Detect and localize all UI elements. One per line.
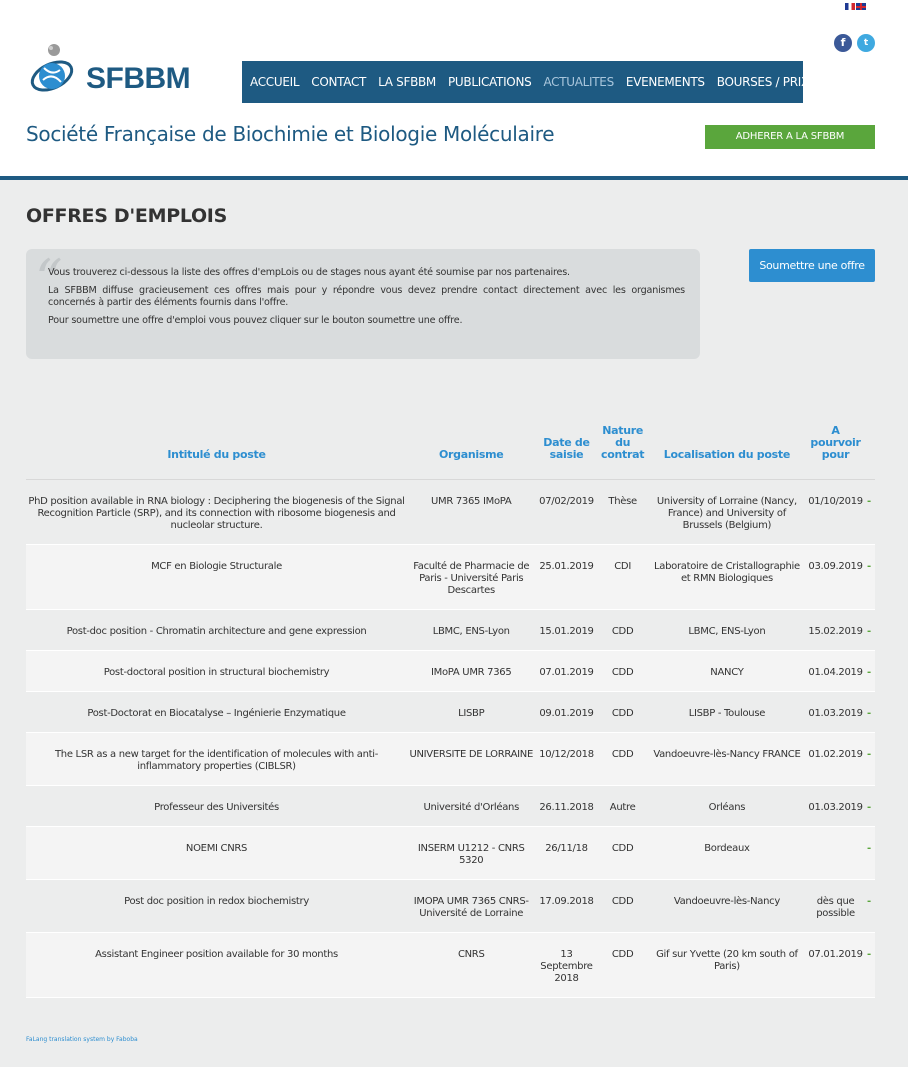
- job-organisme: CNRS: [407, 933, 535, 998]
- job-dash: -: [865, 692, 875, 733]
- job-dash: -: [865, 880, 875, 933]
- job-location: NANCY: [648, 651, 806, 692]
- job-date: 25.01.2019: [535, 545, 597, 610]
- nav-item-accueil[interactable]: ACCUEIL: [250, 75, 300, 89]
- job-contract: CDD: [598, 827, 648, 880]
- job-title[interactable]: NOEMI CNRS: [26, 827, 407, 880]
- job-date: 17.09.2018: [535, 880, 597, 933]
- job-title[interactable]: The LSR as a new target for the identification of molecules with anti-inflammatory properties (CIBLSR): [26, 733, 407, 786]
- column-header-date[interactable]: Date de saisie: [535, 421, 597, 480]
- english-flag-icon[interactable]: [856, 3, 866, 10]
- table-row[interactable]: [26, 692, 875, 733]
- nav-item-bourses-prix[interactable]: BOURSES / PRIX: [716, 75, 809, 89]
- job-organisme: IMoPA UMR 7365: [407, 651, 535, 692]
- job-offers-table: [26, 421, 875, 998]
- job-organisme: IMOPA UMR 7365 CNRS-Université de Lorraine: [407, 880, 535, 933]
- column-header-title[interactable]: Intitulé du poste: [26, 421, 407, 480]
- intro-paragraph: La SFBBM diffuse gracieusement ces offres mais pour y répondre vous devez prendre contact directement avec les organismes concernés à partir des éléments fournis dans l'offre.: [48, 285, 685, 308]
- job-contract: CDI: [598, 545, 648, 610]
- intro-paragraph: Pour soumettre une offre d'emploi vous pouvez cliquer sur le bouton soumettre une offre.: [48, 315, 463, 326]
- job-location: Vandoeuvre-lès-Nancy: [648, 880, 806, 933]
- job-start: 01/10/2019: [806, 480, 865, 545]
- job-start: [806, 827, 865, 880]
- job-location: University of Lorraine (Nancy, France) and University of Brussels (Belgium): [648, 480, 806, 545]
- job-title[interactable]: Professeur des Universités: [26, 786, 407, 827]
- twitter-icon[interactable]: t: [857, 34, 875, 52]
- job-date: 26.11.2018: [535, 786, 597, 827]
- french-flag-icon[interactable]: [845, 3, 855, 10]
- table-row[interactable]: [26, 733, 875, 786]
- nav-item-evenements[interactable]: EVENEMENTS: [625, 75, 705, 89]
- job-title[interactable]: Post-doctoral position in structural biochemistry: [26, 651, 407, 692]
- job-date: 15.01.2019: [535, 610, 597, 651]
- logo-text: SFBBM: [86, 62, 191, 95]
- job-start: dès que possible: [806, 880, 865, 933]
- sfbbm-logo[interactable]: [28, 40, 228, 104]
- job-location: LISBP - Toulouse: [648, 692, 806, 733]
- language-switcher: [845, 3, 866, 10]
- adhere-button[interactable]: ADHERER A LA SFBBM: [705, 125, 875, 149]
- job-start: 03.09.2019: [806, 545, 865, 610]
- column-header-contract[interactable]: Nature du contrat: [598, 421, 648, 480]
- job-start: 07.01.2019: [806, 933, 865, 998]
- intro-paragraph: Vous trouverez ci-dessous la liste des offres d'empLois ou de stages nous ayant été soumise par nos partenaires.: [48, 267, 570, 278]
- job-date: 26/11/18: [535, 827, 597, 880]
- page-title: OFFRES D'EMPLOIS: [26, 205, 227, 227]
- job-date: 13 Septembre 2018: [535, 933, 597, 998]
- job-date: 09.01.2019: [535, 692, 597, 733]
- job-title[interactable]: Post doc position in redox biochemistry: [26, 880, 407, 933]
- table-row[interactable]: [26, 786, 875, 827]
- job-title[interactable]: Post-doc position - Chromatin architecture and gene expression: [26, 610, 407, 651]
- job-dash: -: [865, 933, 875, 998]
- job-organisme: Université d'Orléans: [407, 786, 535, 827]
- table-row[interactable]: [26, 827, 875, 880]
- table-row[interactable]: [26, 545, 875, 610]
- job-start: 01.02.2019: [806, 733, 865, 786]
- facebook-icon[interactable]: f: [834, 34, 852, 52]
- job-start: 01.03.2019: [806, 692, 865, 733]
- job-title[interactable]: Assistant Engineer position available for 30 months: [26, 933, 407, 998]
- job-contract: CDD: [598, 880, 648, 933]
- job-dash: -: [865, 480, 875, 545]
- job-contract: CDD: [598, 610, 648, 651]
- table-row[interactable]: [26, 880, 875, 933]
- job-dash: -: [865, 786, 875, 827]
- job-location: Gif sur Yvette (20 km south of Paris): [648, 933, 806, 998]
- site-header: [0, 0, 908, 180]
- job-start: 01.03.2019: [806, 786, 865, 827]
- nav-item-la-sfbbm[interactable]: LA SFBBM: [378, 75, 436, 89]
- quote-icon: “: [35, 248, 63, 311]
- job-location: Laboratoire de Cristallographie et RMN Biologiques: [648, 545, 806, 610]
- site-title: Société Française de Biochimie et Biologie Moléculaire: [26, 122, 555, 146]
- intro-box: [26, 249, 700, 359]
- table-row[interactable]: [26, 933, 875, 998]
- job-organisme: Faculté de Pharmacie de Paris - Université Paris Descartes: [407, 545, 535, 610]
- job-organisme: INSERM U1212 - CNRS 5320: [407, 827, 535, 880]
- job-dash: -: [865, 733, 875, 786]
- job-dash: -: [865, 651, 875, 692]
- job-location: Orléans: [648, 786, 806, 827]
- job-date: 07/02/2019: [535, 480, 597, 545]
- job-organisme: UMR 7365 IMoPA: [407, 480, 535, 545]
- job-title[interactable]: MCF en Biologie Structurale: [26, 545, 407, 610]
- job-organisme: UNIVERSITE DE LORRAINE: [407, 733, 535, 786]
- job-dash: -: [865, 545, 875, 610]
- column-header-actions: [865, 421, 875, 480]
- nav-item-actualites[interactable]: ACTUALITES: [543, 75, 614, 89]
- nav-item-publications[interactable]: PUBLICATIONS: [448, 75, 532, 89]
- job-contract: CDD: [598, 733, 648, 786]
- submit-offer-button[interactable]: Soumettre une offre: [749, 249, 875, 282]
- column-header-location[interactable]: Localisation du poste: [648, 421, 806, 480]
- job-title[interactable]: Post-Doctorat en Biocatalyse – Ingénierie Enzymatique: [26, 692, 407, 733]
- job-organisme: LISBP: [407, 692, 535, 733]
- job-location: Bordeaux: [648, 827, 806, 880]
- job-start: 01.04.2019: [806, 651, 865, 692]
- job-contract: Thèse: [598, 480, 648, 545]
- job-organisme: LBMC, ENS-Lyon: [407, 610, 535, 651]
- job-dash: -: [865, 610, 875, 651]
- job-dash: -: [865, 827, 875, 880]
- job-start: 15.02.2019: [806, 610, 865, 651]
- table-header-row: [26, 421, 875, 480]
- column-header-start[interactable]: A pourvoir pour: [806, 421, 865, 480]
- table-row[interactable]: [26, 610, 875, 651]
- job-contract: CDD: [598, 933, 648, 998]
- column-header-organisme[interactable]: Organisme: [407, 421, 535, 480]
- job-contract: Autre: [598, 786, 648, 827]
- job-date: 07.01.2019: [535, 651, 597, 692]
- main-nav: [242, 61, 809, 103]
- job-location: LBMC, ENS-Lyon: [648, 610, 806, 651]
- table-row[interactable]: [26, 651, 875, 692]
- job-location: Vandoeuvre-lès-Nancy FRANCE: [648, 733, 806, 786]
- table-body: [26, 480, 875, 998]
- job-date: 10/12/2018: [535, 733, 597, 786]
- nav-item-contact[interactable]: CONTACT: [311, 75, 367, 89]
- table-row[interactable]: [26, 480, 875, 545]
- job-contract: CDD: [598, 651, 648, 692]
- job-title[interactable]: PhD position available in RNA biology : Deciphering the biogenesis of the Signal Recognition Particle (SRP), and its connection with ribosome biogenesis and nucleolar structure.: [26, 480, 407, 545]
- footer-credit-link[interactable]: FaLang translation system by Faboba: [26, 1036, 138, 1043]
- job-contract: CDD: [598, 692, 648, 733]
- dna-globe-logo-icon: [28, 40, 88, 104]
